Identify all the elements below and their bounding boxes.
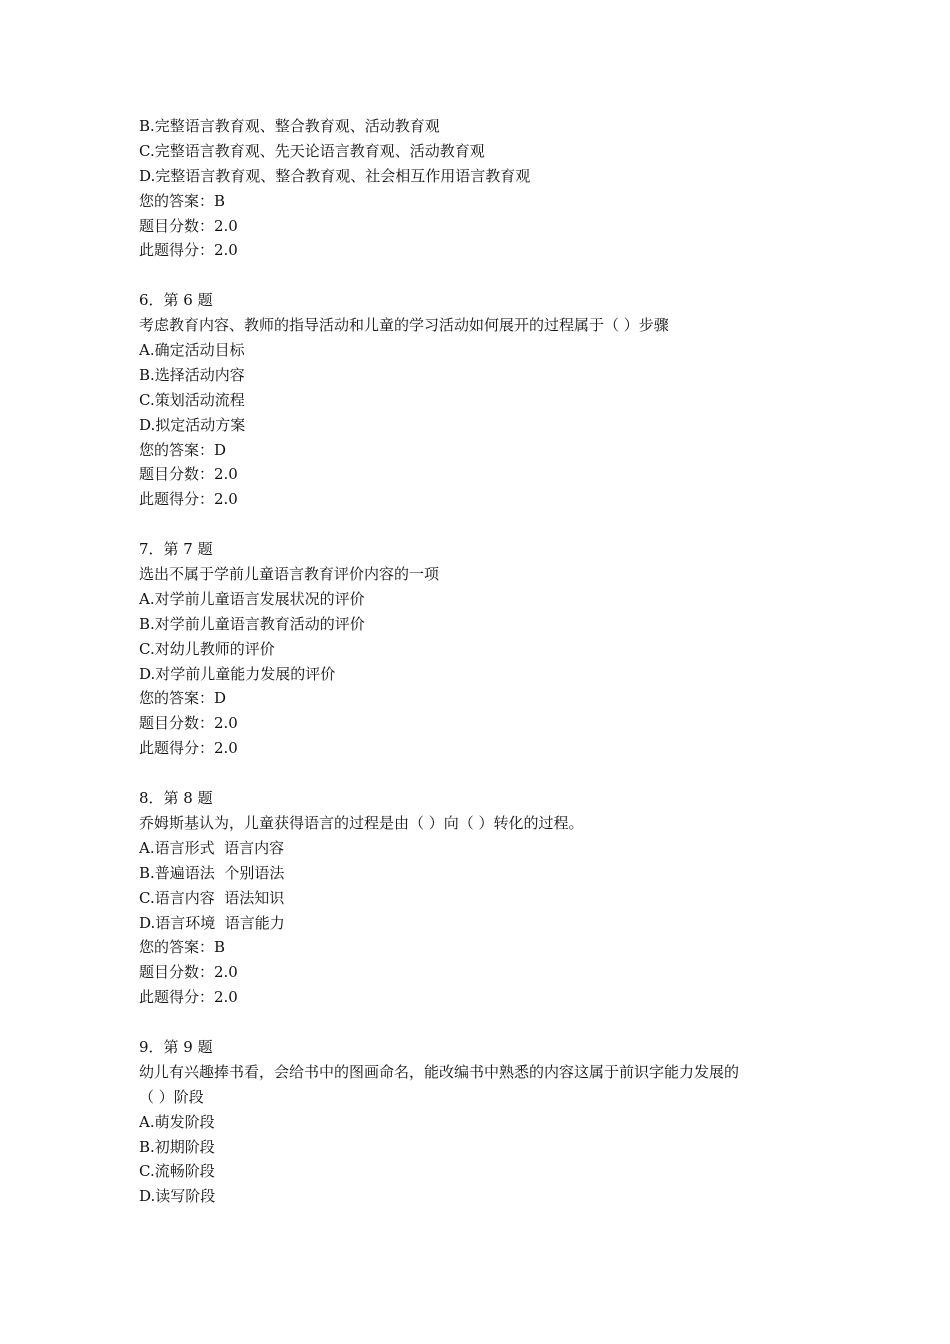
q8-item-score: 题目分数：2.0 — [139, 963, 238, 982]
q7-earned-score: 此题得分：2.0 — [139, 739, 238, 758]
q8-heading: 8．第 8 题 — [139, 789, 213, 808]
q6-your-answer: 您的答案：D — [139, 440, 227, 459]
q6-option-b: B.选择活动内容 — [139, 365, 245, 384]
q6-option-d: D.拟定活动方案 — [139, 415, 246, 434]
q5-item-score: 题目分数：2.0 — [139, 216, 238, 235]
q5-your-answer: 您的答案：B — [139, 191, 226, 210]
document-page — [139, 114, 839, 1209]
q9-option-b: B.初期阶段 — [139, 1137, 215, 1156]
q8-option-d: D.语言环境 语言能力 — [139, 913, 285, 932]
q6-stem: 考虑教育内容、教师的指导活动和儿童的学习活动如何展开的过程属于（ ）步骤 — [139, 316, 669, 335]
q7-your-answer: 您的答案：D — [139, 689, 227, 708]
q7-stem: 选出不属于学前儿童语言教育评价内容的一项 — [139, 565, 440, 584]
q5-option-c: C.完整语言教育观、先天论语言教育观、活动教育观 — [139, 141, 485, 160]
q7-option-a: A.对学前儿童语言发展状况的评价 — [139, 589, 365, 608]
q8-earned-score: 此题得分：2.0 — [139, 988, 238, 1007]
question-5-tail — [139, 114, 839, 263]
q6-item-score: 题目分数：2.0 — [139, 465, 238, 484]
q8-your-answer: 您的答案：B — [139, 938, 226, 957]
question-9 — [139, 1035, 839, 1209]
q9-heading: 9．第 9 题 — [139, 1037, 213, 1056]
q5-option-b: B.完整语言教育观、整合教育观、活动教育观 — [139, 117, 440, 135]
q9-option-c: C.流畅阶段 — [139, 1162, 215, 1181]
q5-earned-score: 此题得分：2.0 — [139, 241, 238, 260]
question-6 — [139, 288, 839, 512]
q5-option-d: D.完整语言教育观、整合教育观、社会相互作用语言教育观 — [139, 166, 531, 185]
q8-option-c: C.语言内容 语法知识 — [139, 888, 285, 907]
q8-option-a: A.语言形式 语言内容 — [139, 838, 285, 857]
q9-stem-line-2: （ ）阶段 — [139, 1087, 204, 1106]
q8-option-b: B.普遍语法 个别语法 — [139, 863, 285, 882]
spacer — [139, 761, 839, 786]
spacer — [139, 512, 839, 537]
q9-option-a: A.萌发阶段 — [139, 1112, 215, 1131]
q6-heading: 6．第 6 题 — [139, 291, 213, 310]
q7-option-b: B.对学前儿童语言教育活动的评价 — [139, 614, 365, 633]
question-8 — [139, 786, 839, 1010]
q9-stem-line-1: 幼儿有兴趣捧书看，会给书中的图画命名，能改编书中熟悉的内容这属于前识字能力发展的 — [139, 1062, 740, 1081]
q7-option-d: D.对学前儿童能力发展的评价 — [139, 664, 336, 683]
q6-option-a: A.确定活动目标 — [139, 341, 245, 360]
q7-heading: 7．第 7 题 — [139, 540, 213, 559]
q7-item-score: 题目分数：2.0 — [139, 714, 238, 733]
q9-option-d: D.读写阶段 — [139, 1187, 216, 1206]
spacer — [139, 263, 839, 288]
question-7 — [139, 537, 839, 761]
q6-option-c: C.策划活动流程 — [139, 390, 245, 409]
spacer — [139, 1010, 839, 1035]
q6-earned-score: 此题得分：2.0 — [139, 490, 238, 509]
q8-stem: 乔姆斯基认为，儿童获得语言的过程是由（ ）向（ ）转化的过程。 — [139, 813, 584, 832]
q7-option-c: C.对幼儿教师的评价 — [139, 639, 275, 658]
